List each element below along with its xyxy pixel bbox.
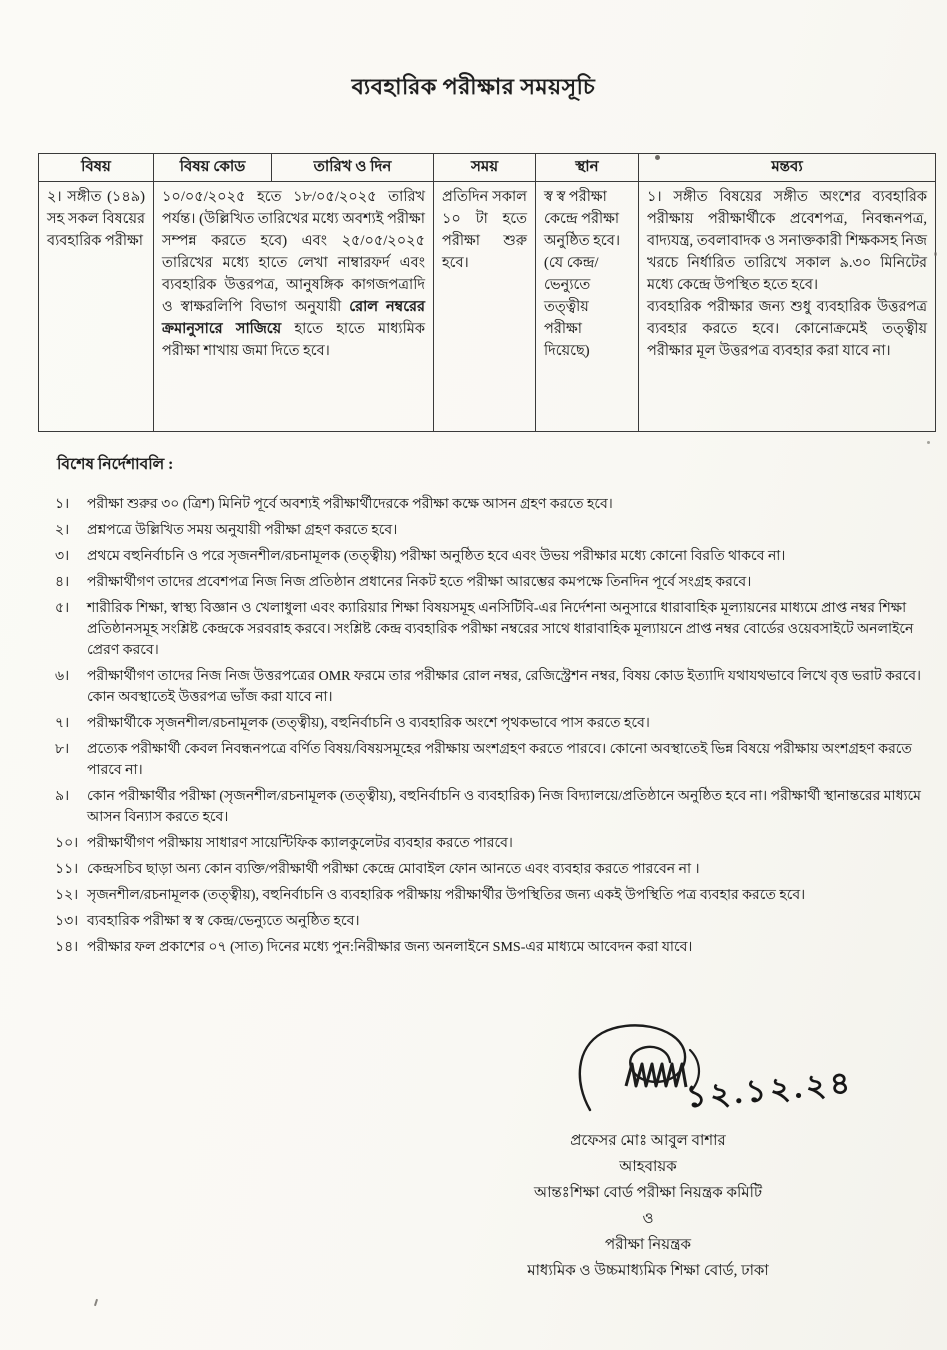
cell-venue: স্ব স্ব পরীক্ষা কেন্দ্রে পরীক্ষা অনুষ্ঠিত হবে। (যে কেন্দ্র/ভেন্যুতে তত্ত্বীয় পরীক্ষা দিয়েছে): [536, 181, 639, 431]
item-number: ৩।: [55, 548, 70, 564]
header-subject: বিষয়: [39, 154, 154, 182]
item-number: ১০।: [55, 835, 79, 851]
list-item: [55, 833, 922, 854]
instructions-list: [55, 494, 922, 958]
list-item: [55, 739, 922, 781]
item-text: পরীক্ষার্থীকে সৃজনশীল/রচনামূলক (তত্ত্বীয়), বহুনির্বাচনি ও ব্যবহারিক অংশে পৃথকভাবে পাস করতে হবে।: [87, 715, 650, 731]
scan-artifact-mark: [94, 1299, 98, 1306]
date-text-part1: ১০/০৫/২০২৫ হতে ১৮/০৫/২০২৫ তারিখ পর্যন্ত। (উল্লিখিত তারিখের মধ্যে অবশ্যই পরীক্ষা সম্পন্ন করতে হবে) এবং ২৫/০৫/২০২৫ তারিখের মধ্যে হাতে লেখা নাম্বারফর্দ এবং ব্যবহারিক উত্তরপত্র, আনুষঙ্গিক কাগজপত্রাদি ও স্বাক্ষরলিপি বিভাগ অনুযায়ী: [162, 188, 425, 315]
item-number: ১৪।: [55, 939, 79, 955]
item-number: ৭।: [55, 715, 70, 731]
list-item: [55, 885, 922, 906]
table-header-row: [39, 154, 936, 182]
list-item: [55, 937, 922, 958]
cell-subject: ২। সঙ্গীত (১৪৯) সহ সকল বিষয়ের ব্যবহারিক পরীক্ষা: [39, 181, 154, 431]
item-text: কোন পরীক্ষার্থীর পরীক্ষা (সৃজনশীল/রচনামূলক (তত্ত্বীয়), বহুনির্বাচনি ও ব্যবহারিক) নিজ বিদ্যালয়ে/প্রতিষ্ঠানে অনুষ্ঠিত হবে না। পরীক্ষার্থী স্থানান্তরের মাধ্যমে আসন বিন্যাস করতে হবে।: [87, 788, 921, 825]
page-title: ব্যবহারিক পরীক্ষার সময়সূচি: [351, 74, 596, 99]
item-text: পরীক্ষা শুরুর ৩০ (ত্রিশ) মিনিট পূর্বে অবশ্যই পরীক্ষার্থীদেরকে পরীক্ষা কক্ষে আসন গ্রহণ করতে হবে।: [87, 496, 613, 512]
item-number: ৪।: [55, 574, 70, 590]
list-item: [55, 546, 922, 567]
signatory-organization: মাধ্যমিক ও উচ্চমাধ্যমিক শিক্ষা বোর্ড, ঢাকা: [527, 1263, 769, 1279]
header-date-day: তারিখ ও দিন: [272, 154, 434, 182]
item-number: ৯।: [55, 788, 70, 804]
signatory-committee: আন্তঃশিক্ষা বোর্ড পরীক্ষা নিয়ন্ত্রক কমিটি: [533, 1185, 763, 1201]
list-item: [55, 713, 922, 734]
list-item: [55, 859, 922, 880]
signatory-role-convener: আহবায়ক: [619, 1159, 677, 1175]
header-time: সময়: [434, 154, 536, 182]
list-item: [55, 911, 922, 932]
item-number: ১।: [55, 496, 70, 512]
item-text: পরীক্ষার্থীগণ তাদের প্রবেশপত্র নিজ নিজ প্রতিষ্ঠান প্রধানের নিকট হতে পরীক্ষা আরম্ভের কমপক্ষে তিনদিন পূর্বে সংগ্রহ করবে।: [87, 574, 752, 590]
item-number: ১১।: [55, 861, 79, 877]
item-number: ১৩।: [55, 913, 79, 929]
list-item: [55, 786, 922, 828]
signatory-name: প্রফেসর মোঃ আবুল বাশার: [570, 1133, 726, 1149]
signatory-role-controller: পরীক্ষা নিয়ন্ত্রক: [605, 1237, 691, 1253]
cell-remarks: [639, 181, 936, 431]
cell-date: [154, 181, 434, 431]
item-text: ব্যবহারিক পরীক্ষা স্ব স্ব কেন্দ্র/ভেন্যুতে অনুষ্ঠিত হবে।: [87, 913, 360, 929]
list-item: [55, 494, 922, 515]
item-text: প্রশ্নপত্রে উল্লিখিত সময় অনুযায়ী পরীক্ষা গ্রহণ করতে হবে।: [87, 522, 398, 538]
list-item: [55, 598, 922, 661]
item-text: কেন্দ্রসচিব ছাড়া অন্য কোন ব্যক্তি/পরীক্ষার্থী পরীক্ষা কেন্দ্রে মোবাইল ফোন আনতে এবং ব্যবহার করতে পারবেন না ।: [87, 861, 700, 877]
remark-paragraph-2: ব্যবহারিক পরীক্ষার জন্য শুধু ব্যবহারিক উত্তরপত্র ব্যবহার করতে হবে। কোনোক্রমেই তত্ত্বীয় পরীক্ষার মূল উত্তরপত্র ব্যবহার করা যাবে না।: [647, 298, 927, 360]
signature-block: [448, 1022, 856, 1284]
instructions-heading: বিশেষ নির্দেশাবলি :: [57, 455, 174, 473]
scan-artifact-dot: [927, 441, 930, 444]
item-text: প্রত্যেক পরীক্ষার্থী কেবল নিবন্ধনপত্রে বর্ণিত বিষয়/বিষয়সমূহের পরীক্ষায় অংশগ্রহণ করতে পারবে। কোনো অবস্থাতেই ভিন্ন বিষয়ে পরীক্ষায় অংশগ্রহণ করতে পারবে না।: [87, 741, 912, 778]
item-number: ৬।: [55, 668, 70, 684]
cell-time: প্রতিদিন সকাল ১০ টা হতে পরীক্ষা শুরু হবে।: [434, 181, 536, 431]
item-text: শারীরিক শিক্ষা, স্বাস্থ্য বিজ্ঞান ও খেলাধুলা এবং ক্যারিয়ার শিক্ষা বিষয়সমূহ এনসিটিবি-এর নির্দেশনা অনুসারে ধারাবাহিক মূল্যায়নের মাধ্যমে প্রাপ্ত নম্বর শিক্ষা প্রতিষ্ঠানসমূহ সংশ্লিষ্ট কেন্দ্রকে সরবরাহ করবে। সংশ্লিষ্ট কেন্দ্র ব্যবহারিক পরীক্ষা নম্বরের সাথে ধারাবাহিক মূল্যায়নে প্রাপ্ত নম্বর বোর্ডের ওয়েবসাইটে অনলাইনে প্রেরণ করবে।: [87, 600, 914, 658]
list-item: [55, 572, 922, 593]
header-subject-code: বিষয় কোড: [154, 154, 272, 182]
item-text: প্রথমে বহুনির্বাচনি ও পরে সৃজনশীল/রচনামূলক (তত্ত্বীয়) পরীক্ষা অনুষ্ঠিত হবে এবং উভয় পরীক্ষার মধ্যে কোনো বিরতি থাকবে না।: [87, 548, 786, 564]
list-item: [55, 520, 922, 541]
signature-conjunction: ও: [642, 1211, 654, 1227]
header-venue: স্থান: [536, 154, 639, 182]
exam-schedule-table: [38, 153, 936, 432]
table-row: [39, 181, 936, 431]
item-text: পরীক্ষার ফল প্রকাশের ০৭ (সাত) দিনের মধ্যে পুন:নিরীক্ষার জন্য অনলাইনে SMS-এর মাধ্যমে আবেদন করা যাবে।: [87, 939, 693, 955]
list-item: [55, 666, 922, 708]
scan-artifact-dot: [655, 155, 660, 160]
item-text: পরীক্ষার্থীগণ তাদের নিজ নিজ উত্তরপত্রের OMR ফরমে তার পরীক্ষার রোল নম্বর, রেজিস্ট্রেশন নম্বর, বিষয় কোড ইত্যাদি যথাযথভাবে লিখে বৃত্ত ভরাট করবে। কোন অবস্থাতেই উত্তরপত্র ভাঁজ করা যাবে না।: [87, 668, 922, 705]
item-text: সৃজনশীল/রচনামূলক (তত্ত্বীয়), বহুনির্বাচনি ও ব্যবহারিক পরীক্ষায় পরীক্ষার্থীর উপস্থিতির জন্য একই উপস্থিতি পত্র ব্যবহার করতে হবে।: [87, 887, 806, 903]
item-number: ৮।: [55, 741, 70, 757]
date-text-bold: রোল নম্বরের ক্রমানুসারে সাজিয়ে: [162, 298, 425, 337]
date-text-part2: হাতে হাতে মাধ্যমিক পরীক্ষা শাখায় জমা দিতে হবে।: [162, 320, 425, 360]
header-remarks: মন্তব্য: [639, 154, 936, 182]
item-number: ২।: [55, 522, 70, 538]
remark-paragraph-1: ১। সঙ্গীত বিষয়ের সঙ্গীত অংশের ব্যবহারিক পরীক্ষায় পরীক্ষার্থীকে প্রবেশপত্র, নিবন্ধনপত্র, বাদ্যযন্ত্র, তবলাবাদক ও সনাক্তকারী শিক্ষকসহ নিজ খরচে নির্ধারিত তারিখে সকাল ৯.৩০ মিনিটের মধ্যে কেন্দ্রে উপস্থিত হতে হবে।: [647, 188, 927, 293]
scan-artifact-dot: [934, 252, 937, 256]
item-number: ১২।: [55, 887, 79, 903]
item-text: পরীক্ষার্থীগণ পরীক্ষায় সাধারণ সায়েন্টিফিক ক্যালকুলেটর ব্যবহার করতে পারবে।: [87, 835, 513, 851]
item-number: ৫।: [55, 600, 70, 616]
handwritten-date: ১২.১২.২৪: [684, 1064, 856, 1115]
